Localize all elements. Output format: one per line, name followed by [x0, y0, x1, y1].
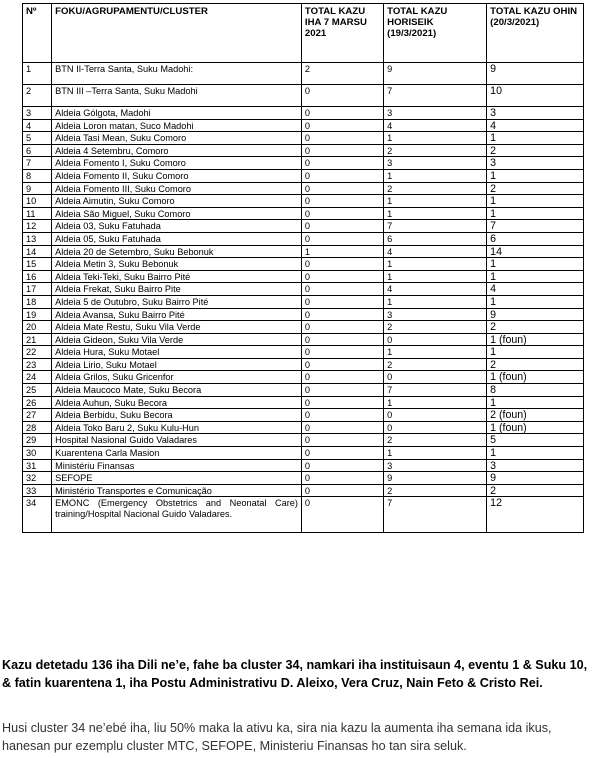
cell-num: 6	[23, 144, 52, 157]
cell-total-ohin: 1	[487, 396, 584, 409]
cell-total-horiseik: 1	[384, 270, 487, 283]
cell-total-horiseik: 7	[384, 220, 487, 233]
cell-total-7-marsu: 0	[301, 220, 383, 233]
cell-total-ohin: 8	[487, 384, 584, 397]
cell-total-7-marsu: 0	[301, 459, 383, 472]
cell-cluster: Aldeia Lirio, Suku Motael	[52, 358, 302, 371]
table-row	[23, 195, 584, 208]
cell-num: 18	[23, 295, 52, 308]
cell-total-horiseik: 7	[384, 497, 487, 533]
cell-total-ohin: 1	[487, 258, 584, 271]
cell-total-ohin: 1	[487, 195, 584, 208]
cell-cluster: Aldeia Aimutin, Suku Comoro	[52, 195, 302, 208]
cell-total-ohin: 1	[487, 169, 584, 182]
cell-cluster: Aldeia Toko Baru 2, Suku Kulu-Hun	[52, 421, 302, 434]
cell-total-horiseik: 9	[384, 63, 487, 85]
table-row	[23, 283, 584, 296]
header-total-ohin: TOTAL KAZU OHIN (20/3/2021)	[487, 4, 584, 63]
cell-cluster: Aldeia Teki-Teki, Suku Bairro Pité	[52, 270, 302, 283]
cell-cluster: Aldeia Maucoco Mate, Suku Becora	[52, 384, 302, 397]
cell-num: 12	[23, 220, 52, 233]
cell-num: 3	[23, 107, 52, 120]
cell-total-horiseik: 7	[384, 85, 487, 107]
cell-total-horiseik: 2	[384, 484, 487, 497]
table-row	[23, 207, 584, 220]
cell-num: 19	[23, 308, 52, 321]
summary-paragraph: Kazu detetadu 136 iha Dili ne’e, fahe ba cluster 34, namkari iha instituisaun 4, eventu 1 & Suku 10, & fatin kuarentena 1, iha Postu Administrativu D. Aleixo, Vera Cruz, Nain Feto & Cristo Rei.	[2, 658, 588, 690]
cell-total-ohin: 6	[487, 232, 584, 245]
cell-total-7-marsu: 0	[301, 295, 383, 308]
cell-num: 23	[23, 358, 52, 371]
cell-cluster: Aldeia Hura, Suku Motael	[52, 346, 302, 359]
cell-total-7-marsu: 0	[301, 396, 383, 409]
cell-total-horiseik: 1	[384, 447, 487, 460]
table-row	[23, 245, 584, 258]
cell-cluster: Ministériu Finansas	[52, 459, 302, 472]
cell-total-7-marsu: 0	[301, 472, 383, 485]
cell-total-horiseik: 4	[384, 119, 487, 132]
cell-num: 27	[23, 409, 52, 422]
cell-total-horiseik: 1	[384, 169, 487, 182]
cell-num: 28	[23, 421, 52, 434]
cell-cluster: Ministério Transportes e Comunicação	[52, 484, 302, 497]
cell-total-7-marsu: 0	[301, 358, 383, 371]
cell-num: 2	[23, 85, 52, 107]
cell-total-horiseik: 1	[384, 295, 487, 308]
cell-total-horiseik: 3	[384, 107, 487, 120]
header-cluster: FOKU/AGRUPAMENTU/CLUSTER	[52, 4, 302, 63]
cell-num: 9	[23, 182, 52, 195]
cell-num: 10	[23, 195, 52, 208]
cell-total-ohin: 9	[487, 63, 584, 85]
cell-total-horiseik: 2	[384, 144, 487, 157]
cell-total-ohin: 1	[487, 132, 584, 145]
cell-total-ohin: 9	[487, 472, 584, 485]
cell-total-ohin: 1	[487, 270, 584, 283]
cell-total-7-marsu: 0	[301, 371, 383, 384]
cell-total-7-marsu: 0	[301, 119, 383, 132]
table-row	[23, 295, 584, 308]
table-row	[23, 421, 584, 434]
cell-total-horiseik: 2	[384, 434, 487, 447]
cell-num: 25	[23, 384, 52, 397]
cell-total-7-marsu: 0	[301, 308, 383, 321]
cell-num: 32	[23, 472, 52, 485]
cell-total-ohin: 2 (foun)	[487, 409, 584, 422]
table-row	[23, 107, 584, 120]
cell-total-horiseik: 2	[384, 321, 487, 334]
cell-num: 22	[23, 346, 52, 359]
table-row	[23, 484, 584, 497]
cell-num: 34	[23, 497, 52, 533]
cell-total-ohin: 4	[487, 119, 584, 132]
table-row	[23, 321, 584, 334]
cell-cluster: Aldeia 4 Setembru, Comoro	[52, 144, 302, 157]
cell-total-horiseik: 0	[384, 409, 487, 422]
cell-num: 17	[23, 283, 52, 296]
cell-total-horiseik: 2	[384, 358, 487, 371]
cell-total-horiseik: 1	[384, 346, 487, 359]
cell-num: 30	[23, 447, 52, 460]
cell-total-horiseik: 3	[384, 157, 487, 170]
table-row	[23, 144, 584, 157]
cell-cluster: Aldeia Metin 3, Suku Bebonuk	[52, 258, 302, 271]
cell-total-7-marsu: 0	[301, 421, 383, 434]
cell-cluster: Aldeia Gideon, Suku Vila Verde	[52, 333, 302, 346]
cell-num: 16	[23, 270, 52, 283]
cell-total-7-marsu: 0	[301, 182, 383, 195]
table-row	[23, 447, 584, 460]
table-row	[23, 157, 584, 170]
cell-cluster: EMONC (Emergency Obstetrics and Neonatal Care) training/Hospital Nacional Guido Valadares.	[52, 497, 302, 533]
cell-total-ohin: 14	[487, 245, 584, 258]
cell-cluster: BTN II-Terra Santa, Suku Madohi:	[52, 63, 302, 85]
cell-total-ohin: 2	[487, 321, 584, 334]
cell-total-ohin: 7	[487, 220, 584, 233]
cell-total-horiseik: 7	[384, 384, 487, 397]
cell-total-horiseik: 0	[384, 333, 487, 346]
cell-total-7-marsu: 0	[301, 195, 383, 208]
cell-total-horiseik: 1	[384, 258, 487, 271]
cell-total-7-marsu: 0	[301, 283, 383, 296]
cell-cluster: BTN III –Terra Santa, Suku Madohi	[52, 85, 302, 107]
table-row	[23, 434, 584, 447]
cell-total-ohin: 1	[487, 447, 584, 460]
table-row	[23, 63, 584, 85]
cell-total-horiseik: 1	[384, 207, 487, 220]
cell-num: 1	[23, 63, 52, 85]
cell-num: 31	[23, 459, 52, 472]
header-total-horiseik: TOTAL KAZU HORISEIK (19/3/2021)	[384, 4, 487, 63]
cell-num: 24	[23, 371, 52, 384]
cell-total-7-marsu: 0	[301, 333, 383, 346]
table-body	[23, 63, 584, 533]
table-row	[23, 182, 584, 195]
cell-total-ohin: 2	[487, 484, 584, 497]
cell-total-ohin: 3	[487, 157, 584, 170]
cell-total-horiseik: 9	[384, 472, 487, 485]
cell-cluster: Aldeia Mate Restu, Suku Vila Verde	[52, 321, 302, 334]
cell-num: 5	[23, 132, 52, 145]
table-row	[23, 346, 584, 359]
cell-num: 11	[23, 207, 52, 220]
cell-cluster: Aldeia Grilos, Suku Gricenfor	[52, 371, 302, 384]
cell-num: 7	[23, 157, 52, 170]
cell-cluster: Hospital Nasional Guido Valadares	[52, 434, 302, 447]
table-row	[23, 132, 584, 145]
cell-total-7-marsu: 1	[301, 245, 383, 258]
cell-total-7-marsu: 0	[301, 232, 383, 245]
cell-num: 26	[23, 396, 52, 409]
cell-total-7-marsu: 0	[301, 85, 383, 107]
cell-cluster: Aldeia 5 de Outubro, Suku Bairro Pité	[52, 295, 302, 308]
cell-num: 14	[23, 245, 52, 258]
cell-cluster: Aldeia Fomento I, Suku Comoro	[52, 157, 302, 170]
cell-total-horiseik: 4	[384, 283, 487, 296]
cell-total-7-marsu: 0	[301, 107, 383, 120]
table-row	[23, 358, 584, 371]
cell-total-7-marsu: 0	[301, 384, 383, 397]
cell-total-ohin: 2	[487, 144, 584, 157]
cell-total-horiseik: 4	[384, 245, 487, 258]
cell-total-ohin: 9	[487, 308, 584, 321]
cell-total-ohin: 2	[487, 182, 584, 195]
cell-cluster: Aldeia 03, Suku Fatuhada	[52, 220, 302, 233]
cluster-table	[22, 3, 584, 533]
cell-cluster: Aldeia Auhun, Suku Becora	[52, 396, 302, 409]
cell-cluster: Aldeia Fomento III, Suku Comoro	[52, 182, 302, 195]
cell-cluster: Aldeia Fomento II, Suku Comoro	[52, 169, 302, 182]
cell-num: 21	[23, 333, 52, 346]
cell-total-7-marsu: 0	[301, 409, 383, 422]
cell-total-ohin: 1	[487, 207, 584, 220]
cell-cluster: Kuarentena Carla Masion	[52, 447, 302, 460]
cell-total-7-marsu: 0	[301, 484, 383, 497]
cell-total-ohin: 3	[487, 459, 584, 472]
table-row	[23, 258, 584, 271]
table-header-row	[23, 4, 584, 63]
cell-total-7-marsu: 0	[301, 144, 383, 157]
cell-total-7-marsu: 0	[301, 270, 383, 283]
table-row	[23, 270, 584, 283]
header-num: Nº	[23, 4, 52, 63]
table-row	[23, 371, 584, 384]
cell-cluster: SEFOPE	[52, 472, 302, 485]
note-paragraph: Husi cluster 34 ne’ebé iha, liu 50% maka la ativu ka, sira nia kazu la aumenta iha semana ida ikus, hanesan pur ezemplu cluster MTC, SEFOPE, Ministeriu Finansas ho tan sira seluk.	[2, 721, 552, 753]
cell-cluster: Aldeia Gólgota, Madohi	[52, 107, 302, 120]
table-row	[23, 384, 584, 397]
cell-total-7-marsu: 0	[301, 207, 383, 220]
cell-total-ohin: 4	[487, 283, 584, 296]
cell-cluster: Aldeia Loron matan, Suco Madohi	[52, 119, 302, 132]
cell-cluster: Aldeia Tasi Mean, Suku Comoro	[52, 132, 302, 145]
cell-total-ohin: 5	[487, 434, 584, 447]
cell-total-horiseik: 0	[384, 371, 487, 384]
cell-total-horiseik: 1	[384, 195, 487, 208]
cell-total-horiseik: 6	[384, 232, 487, 245]
cell-total-7-marsu: 0	[301, 346, 383, 359]
table-row	[23, 119, 584, 132]
cell-num: 20	[23, 321, 52, 334]
table-row	[23, 409, 584, 422]
header-total-7-marsu: TOTAL KAZU IHA 7 MARSU 2021	[301, 4, 383, 63]
cell-num: 13	[23, 232, 52, 245]
cell-total-horiseik: 3	[384, 308, 487, 321]
table-row	[23, 472, 584, 485]
cell-total-ohin: 12	[487, 497, 584, 533]
cell-total-ohin: 1	[487, 346, 584, 359]
table-row	[23, 220, 584, 233]
table-row	[23, 232, 584, 245]
table-row	[23, 169, 584, 182]
cell-total-ohin: 10	[487, 85, 584, 107]
cell-total-ohin: 3	[487, 107, 584, 120]
cell-num: 29	[23, 434, 52, 447]
cell-total-horiseik: 1	[384, 396, 487, 409]
cell-num: 15	[23, 258, 52, 271]
cell-cluster: Aldeia Avansa, Suku Bairro Pité	[52, 308, 302, 321]
cell-total-7-marsu: 0	[301, 321, 383, 334]
cell-total-horiseik: 0	[384, 421, 487, 434]
table-row	[23, 459, 584, 472]
cell-total-7-marsu: 0	[301, 434, 383, 447]
table-row	[23, 396, 584, 409]
table-row	[23, 497, 584, 533]
table-row	[23, 85, 584, 107]
cell-num: 8	[23, 169, 52, 182]
cell-total-horiseik: 1	[384, 132, 487, 145]
cell-total-ohin: 1	[487, 295, 584, 308]
cell-cluster: Aldeia São Miguel, Suku Comoro	[52, 207, 302, 220]
table-row	[23, 308, 584, 321]
cell-cluster: Aldeia 05, Suku Fatuhada	[52, 232, 302, 245]
cell-cluster: Aldeia 20 de Setembro, Suku Bebonuk	[52, 245, 302, 258]
cell-total-7-marsu: 0	[301, 157, 383, 170]
table-row	[23, 333, 584, 346]
cell-total-7-marsu: 0	[301, 169, 383, 182]
cell-cluster: Aldeia Berbidu, Suku Becora	[52, 409, 302, 422]
cell-total-ohin: 2	[487, 358, 584, 371]
cell-num: 4	[23, 119, 52, 132]
cell-total-7-marsu: 2	[301, 63, 383, 85]
cell-total-horiseik: 2	[384, 182, 487, 195]
cell-cluster: Aldeia Frekat, Suku Bairro Pite	[52, 283, 302, 296]
cell-total-ohin: 1 (foun)	[487, 371, 584, 384]
cell-total-7-marsu: 0	[301, 447, 383, 460]
cell-total-7-marsu: 0	[301, 497, 383, 533]
cell-total-7-marsu: 0	[301, 258, 383, 271]
cell-total-ohin: 1 (foun)	[487, 421, 584, 434]
cell-total-ohin: 1 (foun)	[487, 333, 584, 346]
cell-total-7-marsu: 0	[301, 132, 383, 145]
cell-num: 33	[23, 484, 52, 497]
cell-total-horiseik: 3	[384, 459, 487, 472]
